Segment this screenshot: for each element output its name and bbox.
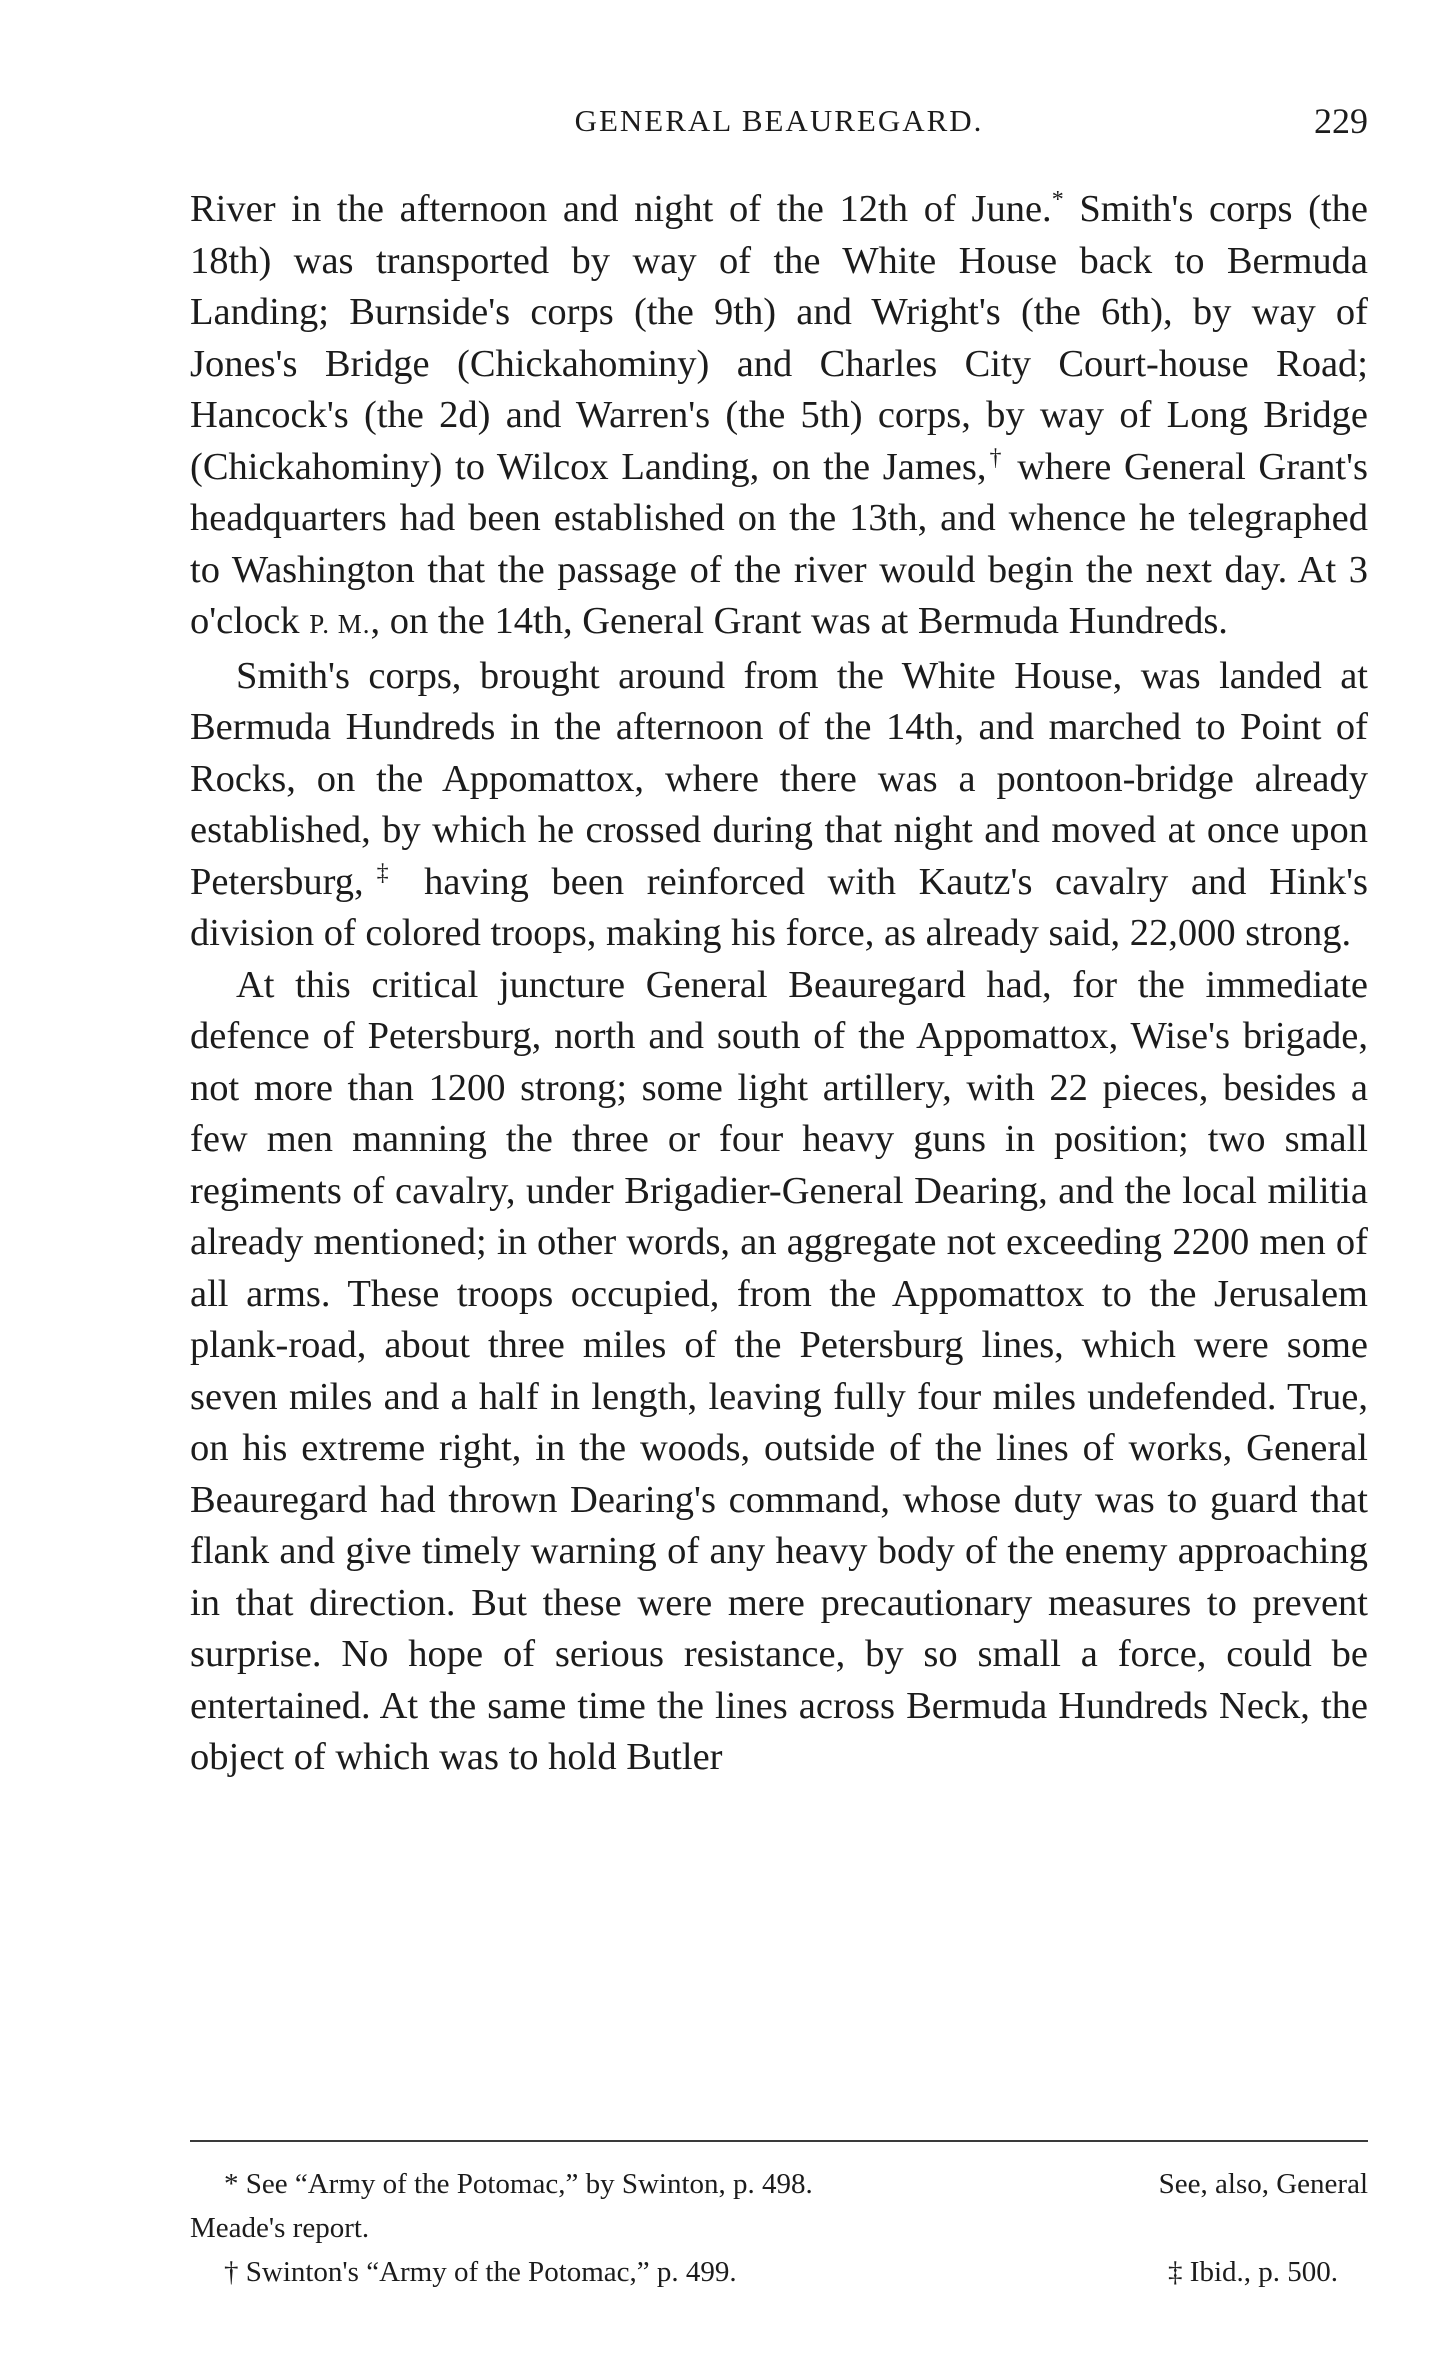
footnote-1-continuation: See, also, General [1158, 2168, 1368, 2200]
time-abbreviation: P. M. [309, 609, 371, 639]
footnote-2-text: † Swinton's “Army of the Potomac,” p. 499. [224, 2256, 737, 2288]
footnote-line-1 [190, 2162, 1368, 2206]
paragraph-1-text-c: where General Grant's headquarters had been established on the 13th, and whence he telegraphed to Washington that the passage of the river would begin the next day. At 3 o'clock [190, 445, 1369, 642]
footnote-1-text: * See “Army of the Potomac,” by Swinton, p. 498. [224, 2168, 813, 2200]
footnote-line-3 [190, 2250, 1368, 2294]
paragraph-1-text-b: Smith's corps (the 18th) was transported by way of the White House back to Bermuda Landing; Burnside's corps (the 9th) and Wright's (the 6th), by way of Jones's Bridge (Chickahominy) and Charles City Court-house Road; Hancock's (the 2d) and Warren's (the 5th) corps, by way of Long Bridge (Chickahominy) to Wilcox Landing, on the James, [190, 188, 1368, 488]
paragraph-1-text-d: , on the 14th, General Grant was at Bermuda Hundreds. [370, 600, 1228, 642]
paragraph-2-text-b: having been reinforced with Kautz's cavalry and Hink's division of colored troops, making his force, as already said, 22,000 strong. [190, 860, 1368, 954]
footnote-1-end: Meade's report. [190, 2212, 370, 2244]
running-title: GENERAL BEAUREGARD. [574, 103, 984, 138]
footnote-ref-star: * [1051, 187, 1064, 214]
paragraph-2-text-a: Smith's corps, brought around from the White House, was landed at Bermuda Hundreds in the afternoon of the 14th, and marched to Point of Rocks, on the Appomattox, where there was a pontoon-bridge already established, by which he crossed during that night and moved at once upon Petersburg, [190, 654, 1368, 903]
footnote-line-2 [190, 2206, 1368, 2250]
footnote-3-text: ‡ Ibid., p. 500. [1168, 2256, 1338, 2288]
running-head [190, 96, 1368, 146]
paragraph-3: At this critical juncture General Beauregard had, for the immediate defence of Petersburg, north and south of the Appomattox, Wise's brigade, not more than 1200 strong; some light artillery, with 22 pieces, besides a few men manning the three or four heavy guns in position; two small regiments of cavalry, under Brigadier-General Dearing, and the local militia already mentioned; in other words, an aggregate not exceeding 2200 men of all arms. These troops occupied, from the Appomattox to the Jerusalem plank-road, about three miles of the Petersburg lines, which were some seven miles and a half in length, leaving fully four miles undefended. True, on his extreme right, in the woods, outside of the lines of works, General Beauregard had thrown Dearing's command, whose duty was to guard that flank and give timely warning of any heavy body of the enemy approaching in that direction. But these were mere precautionary measures to prevent surprise. No hope of serious resistance, by so small a force, could be entertained. At the same time the lines across Bermuda Hundreds Neck, the object of which was to hold Butler [190, 963, 1368, 1778]
paragraph-2 [190, 651, 1368, 960]
paragraph-1-text-a: River in the afternoon and night of the 12th of June. [190, 188, 1052, 230]
footnote-ref-dagger: † [986, 444, 1005, 471]
paragraph-1 [190, 184, 1368, 651]
footnote-ref-double-dagger: ‡ [363, 859, 402, 886]
page-number: 229 [1314, 101, 1368, 141]
footnotes [190, 2162, 1368, 2294]
body-text [190, 184, 1368, 1784]
footnote-divider [190, 2140, 1368, 2142]
